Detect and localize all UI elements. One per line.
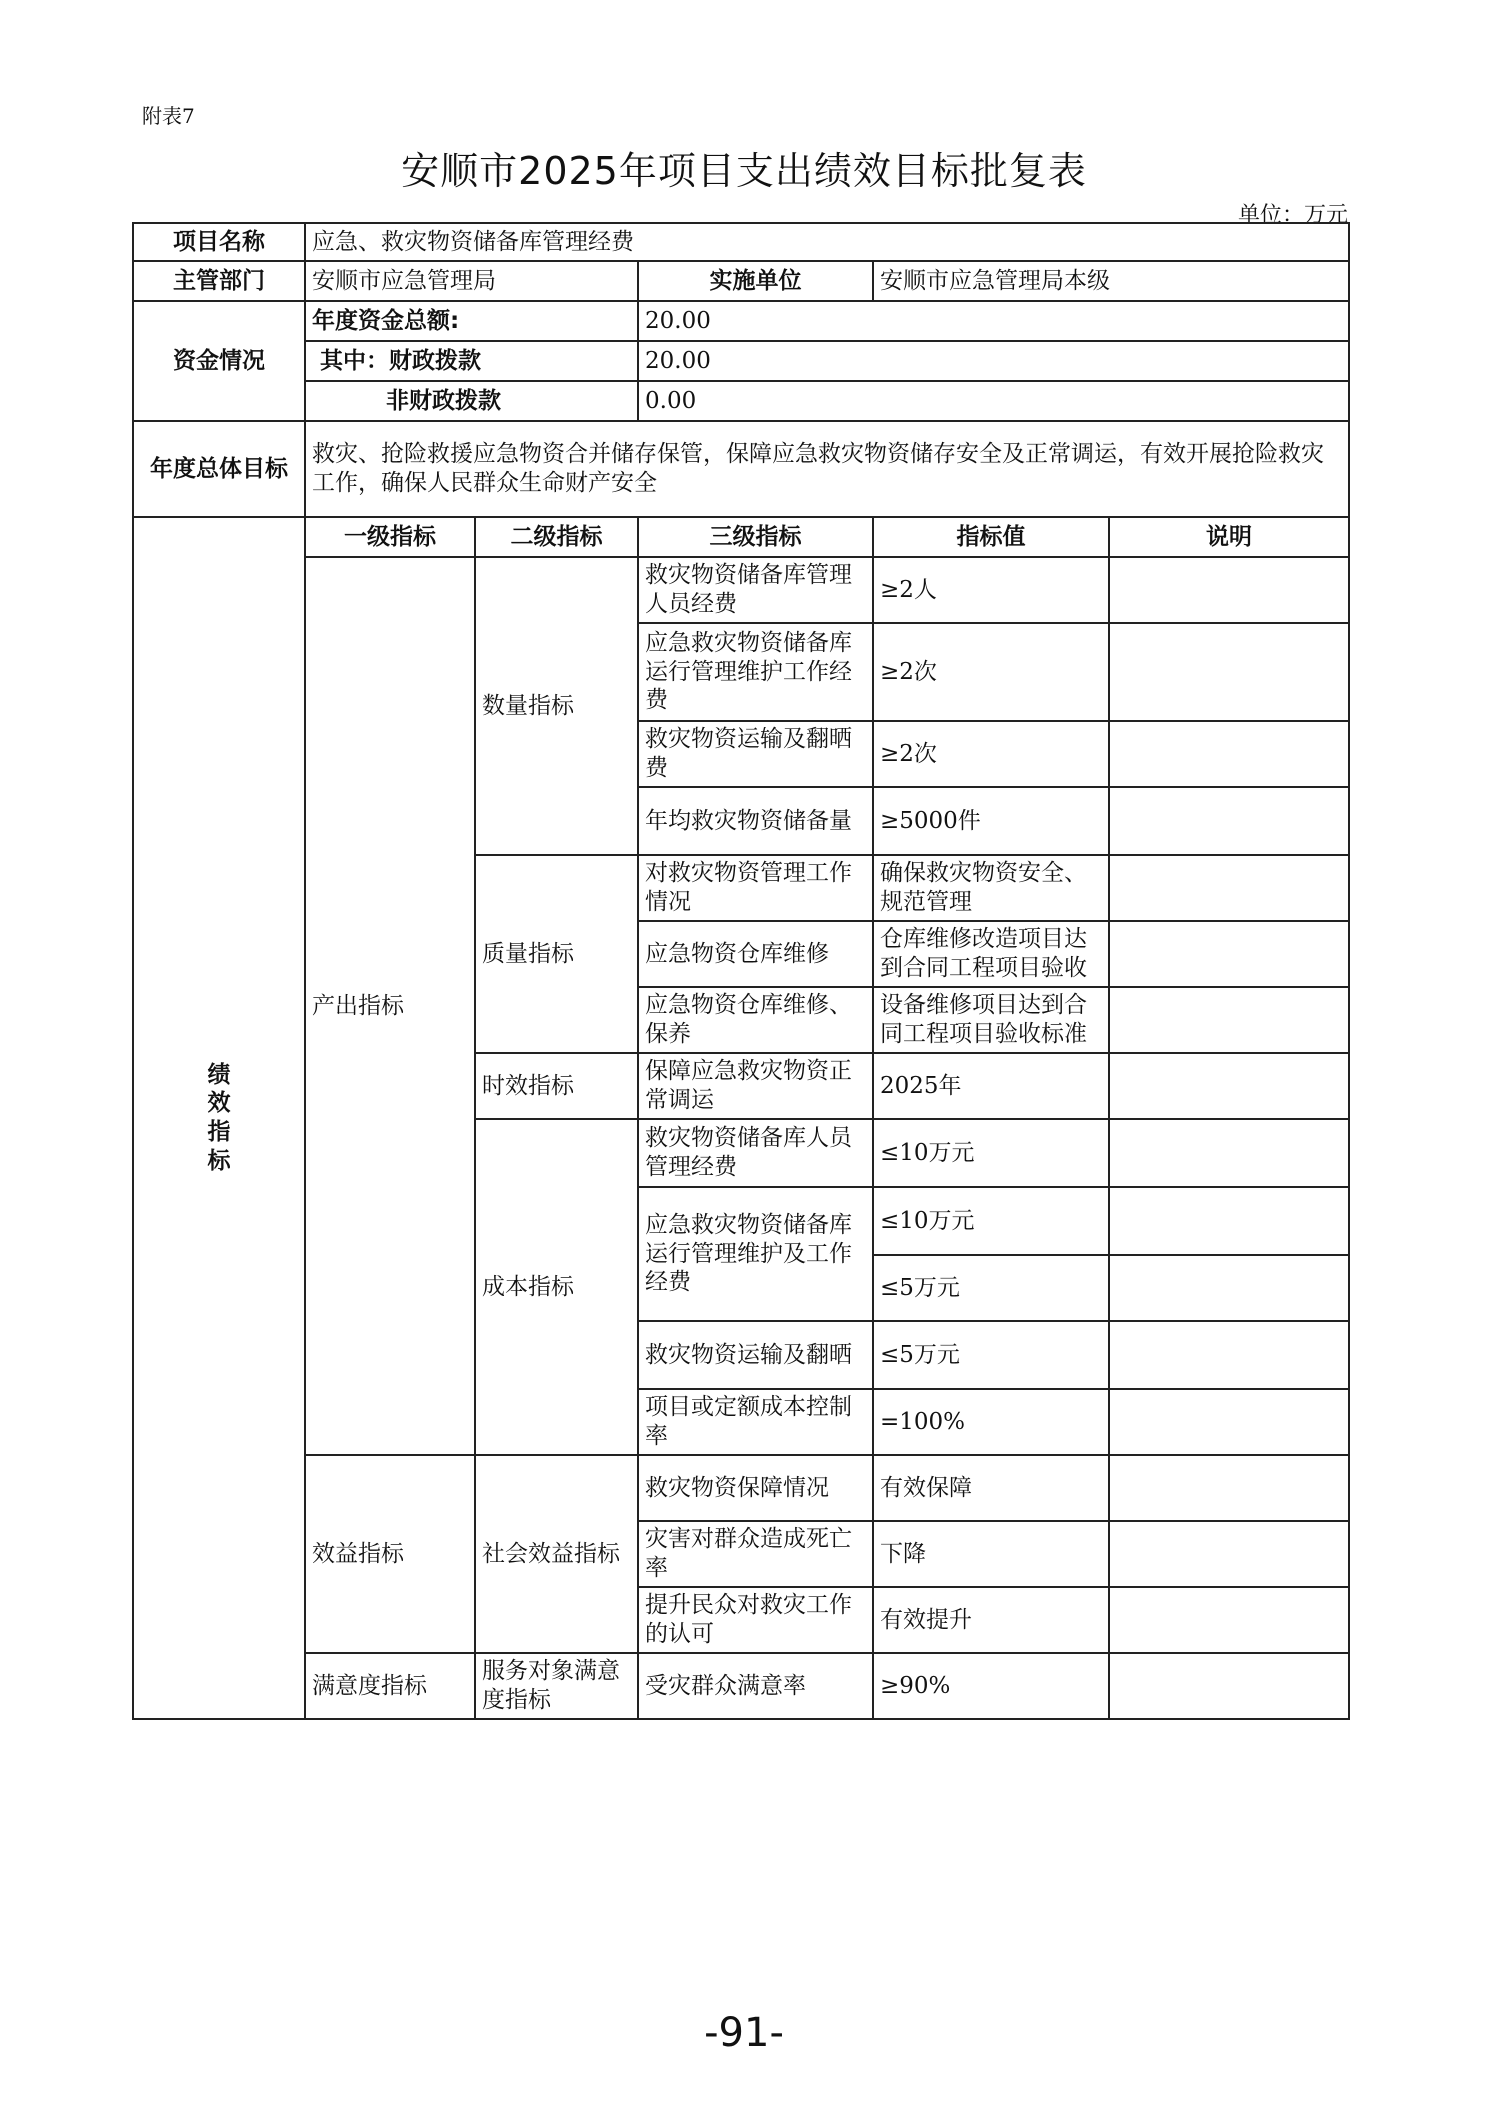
performance-target-table (132, 222, 1350, 1720)
note-cell (1109, 1587, 1349, 1653)
impl-unit-label: 实施单位 (638, 261, 873, 301)
note-cell (1109, 1389, 1349, 1455)
header-value: 指标值 (873, 517, 1109, 557)
level3-cell: 救灾物资保障情况 (638, 1455, 873, 1521)
level3-cell: 应急物资仓库维修 (638, 921, 873, 987)
value-cell: 仓库维修改造项目达到合同工程项目验收 (873, 921, 1109, 987)
value-cell: ≤5万元 (873, 1321, 1109, 1389)
fund-fiscal-label: 其中：财政拨款 (305, 341, 638, 381)
goal-value: 救灾、抢险救援应急物资合并储存保管，保障应急救灾物资储存安全及正常调运，有效开展抢险救灾工作，确保人民群众生命财产安全 (305, 421, 1349, 517)
note-cell (1109, 787, 1349, 855)
annex-label: 附表7 (142, 104, 195, 128)
page-title: 安顺市2025年项目支出绩效目标批复表 (401, 149, 1087, 193)
level3-cell: 年均救灾物资储备量 (638, 787, 873, 855)
note-cell (1109, 1119, 1349, 1187)
header-level1: 一级指标 (305, 517, 475, 557)
fund-label: 资金情况 (133, 301, 305, 421)
level3-cell: 提升民众对救灾工作的认可 (638, 1587, 873, 1653)
value-cell: ≥5000件 (873, 787, 1109, 855)
dept-value: 安顺市应急管理局 (305, 261, 638, 301)
value-cell: ≤10万元 (873, 1119, 1109, 1187)
value-cell: ≥90% (873, 1653, 1109, 1719)
note-cell (1109, 1187, 1349, 1255)
perf-char: 绩 (207, 1061, 231, 1088)
fund-fiscal-value: 20.00 (638, 341, 1349, 381)
group-benefit: 效益指标 (305, 1455, 475, 1653)
goal-label: 年度总体目标 (133, 421, 305, 517)
level3-cell: 救灾物资运输及翻晒 (638, 1321, 873, 1389)
note-cell (1109, 1255, 1349, 1321)
value-cell: ≥2次 (873, 721, 1109, 787)
level3-cell: 对救灾物资管理工作情况 (638, 855, 873, 921)
note-cell (1109, 1653, 1349, 1719)
level3-cell: 救灾物资运输及翻晒费 (638, 721, 873, 787)
level3-cell: 应急物资仓库维修、保养 (638, 987, 873, 1053)
project-name-value: 应急、救灾物资储备库管理经费 (305, 223, 1349, 261)
fund-nonfiscal-label: 非财政拨款 (305, 381, 638, 421)
value-cell: ≤5万元 (873, 1255, 1109, 1321)
level3-cell: 灾害对群众造成死亡率 (638, 1521, 873, 1587)
note-cell (1109, 1053, 1349, 1119)
group-quantity: 数量指标 (475, 557, 638, 855)
fund-total-label: 年度资金总额: (305, 301, 638, 341)
level3-cell: 应急救灾物资储备库运行管理维护工作经费 (638, 623, 873, 721)
header-note: 说明 (1109, 517, 1349, 557)
value-cell: 确保救灾物资安全、规范管理 (873, 855, 1109, 921)
note-cell (1109, 855, 1349, 921)
group-timeliness: 时效指标 (475, 1053, 638, 1119)
group-cost: 成本指标 (475, 1119, 638, 1455)
header-level2: 二级指标 (475, 517, 638, 557)
group-quality: 质量指标 (475, 855, 638, 1053)
level3-cell: 保障应急救灾物资正常调运 (638, 1053, 873, 1119)
project-name-label: 项目名称 (133, 223, 305, 261)
page-number: -91- (704, 2010, 784, 2056)
value-cell: 下降 (873, 1521, 1109, 1587)
perf-char: 指 (207, 1119, 231, 1145)
fund-total-value: 20.00 (638, 301, 1349, 341)
group-service: 服务对象满意度指标 (475, 1653, 638, 1719)
unit-label: 单位：万元 (1237, 203, 1348, 228)
perf-char: 效 (207, 1090, 231, 1117)
value-cell: =100% (873, 1389, 1109, 1455)
note-cell (1109, 1455, 1349, 1521)
note-cell (1109, 1521, 1349, 1587)
note-cell (1109, 557, 1349, 623)
value-cell: 2025年 (873, 1053, 1109, 1119)
value-cell: 有效保障 (873, 1455, 1109, 1521)
value-cell: 有效提升 (873, 1587, 1109, 1653)
fund-nonfiscal-value: 0.00 (638, 381, 1349, 421)
level3-cell: 受灾群众满意率 (638, 1653, 873, 1719)
note-cell (1109, 987, 1349, 1053)
note-cell (1109, 921, 1349, 987)
level3-cell: 救灾物资储备库管理人员经费 (638, 557, 873, 623)
value-cell: ≥2次 (873, 623, 1109, 721)
group-output: 产出指标 (305, 557, 475, 1455)
note-cell (1109, 623, 1349, 721)
perf-indicator-label (133, 517, 305, 1719)
group-satisfaction: 满意度指标 (305, 1653, 475, 1719)
level3-cell: 应急救灾物资储备库运行管理维护及工作经费 (638, 1187, 873, 1321)
dept-label: 主管部门 (133, 261, 305, 301)
header-level3: 三级指标 (638, 517, 873, 557)
value-cell: ≥2人 (873, 557, 1109, 623)
note-cell (1109, 721, 1349, 787)
perf-char: 标 (207, 1147, 231, 1174)
note-cell (1109, 1321, 1349, 1389)
level3-cell: 项目或定额成本控制率 (638, 1389, 873, 1455)
value-cell: ≤10万元 (873, 1187, 1109, 1255)
value-cell: 设备维修项目达到合同工程项目验收标准 (873, 987, 1109, 1053)
impl-unit-value: 安顺市应急管理局本级 (873, 261, 1349, 301)
group-social: 社会效益指标 (475, 1455, 638, 1653)
level3-cell: 救灾物资储备库人员管理经费 (638, 1119, 873, 1187)
